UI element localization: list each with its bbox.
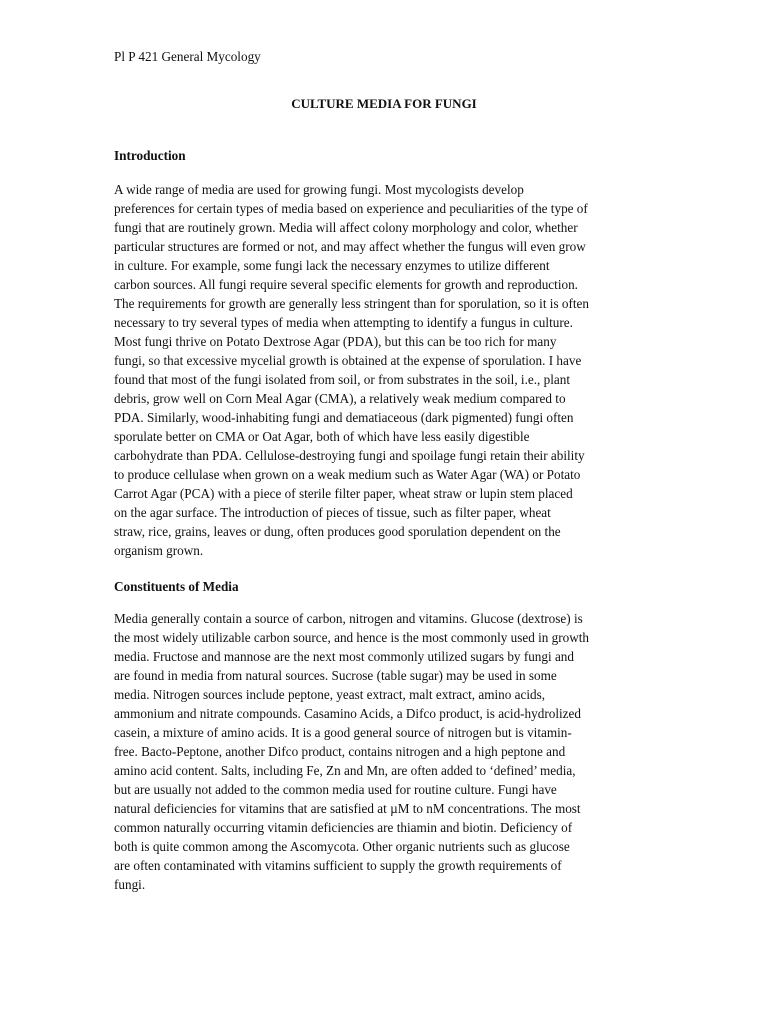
paragraph-line: fungi. [114,877,146,892]
paragraph-line: on the agar surface. The introduction of pieces of tissue, such as filter paper, wheat [114,505,551,520]
paragraph-line: common naturally occurring vitamin deficiencies are thiamin and biotin. Deficiency of [114,820,573,835]
paragraph-line: to produce cellulase when grown on a weak medium such as Water Agar (WA) or Potato [114,467,581,482]
paragraph-line: free. Bacto-Peptone, another Difco product, contains nitrogen and a high peptone and [114,744,566,759]
paragraph-line: fungi, so that excessive mycelial growth is obtained at the expense of sporulation. I have [114,353,582,368]
document-title: CULTURE MEDIA FOR FUNGI [291,96,477,111]
course-header: Pl P 421 General Mycology [114,49,261,64]
paragraph-line: Carrot Agar (PCA) with a piece of sterile filter paper, wheat straw or lupin stem placed [114,486,573,501]
paragraph-line: straw, rice, grains, leaves or dung, often produces good sporulation dependent on the [114,524,561,539]
paragraph-line: media. Nitrogen sources include peptone, yeast extract, malt extract, amino acids, [114,687,546,702]
paragraph-line: Most fungi thrive on Potato Dextrose Agar (PDA), but this can be too rich for many [114,334,557,349]
paragraph-line: Media generally contain a source of carbon, nitrogen and vitamins. Glucose (dextrose) is [114,611,583,626]
paragraph-line: fungi that are routinely grown. Media will affect colony morphology and color, whether [114,220,578,235]
paragraph-line: carbon sources. All fungi require several specific elements for growth and reproduction. [114,277,578,292]
section-heading-constituents: Constituents of Media [114,579,239,594]
paragraph-line: natural deficiencies for vitamins that are satisfied at µM to nM concentrations. The most [114,801,581,816]
introduction-paragraph [114,180,654,560]
paragraph-line: PDA. Similarly, wood-inhabiting fungi and dematiaceous (dark pigmented) fungi often [114,410,574,425]
paragraph-line: preferences for certain types of media based on experience and peculiarities of the type of [114,201,588,216]
paragraph-line: amino acid content. Salts, including Fe, Zn and Mn, are often added to ‘defined’ media, [114,763,576,778]
paragraph-line: are found in media from natural sources. Sucrose (table sugar) may be used in some [114,668,557,683]
paragraph-line: carbohydrate than PDA. Cellulose-destroying fungi and spoilage fungi retain their ability [114,448,585,463]
document-page [114,48,654,894]
paragraph-line: in culture. For example, some fungi lack the necessary enzymes to utilize different [114,258,550,273]
paragraph-line: but are usually not added to the common media used for routine culture. Fungi have [114,782,557,797]
paragraph-line: ammonium and nitrate compounds. Casamino Acids, a Difco product, is acid-hydrolized [114,706,581,721]
paragraph-line: both is quite common among the Ascomycota. Other organic nutrients such as glucose [114,839,570,854]
paragraph-line: organism grown. [114,543,204,558]
paragraph-line: debris, grow well on Corn Meal Agar (CMA), a relatively weak medium compared to [114,391,566,406]
paragraph-line: sporulate better on CMA or Oat Agar, both of which have less easily digestible [114,429,530,444]
paragraph-line: the most widely utilizable carbon source, and hence is the most commonly used in growth [114,630,590,645]
paragraph-line: A wide range of media are used for growing fungi. Most mycologists develop [114,182,524,197]
paragraph-line: media. Fructose and mannose are the next most commonly utilized sugars by fungi and [114,649,574,664]
paragraph-line: particular structures are formed or not, and may affect whether the fungus will even grow [114,239,586,254]
constituents-paragraph [114,609,654,894]
paragraph-line: found that most of the fungi isolated from soil, or from substrates in the soil, i.e., plant [114,372,570,387]
paragraph-line: The requirements for growth are generally less stringent than for sporulation, so it is often [114,296,589,311]
paragraph-line: are often contaminated with vitamins sufficient to supply the growth requirements of [114,858,562,873]
paragraph-line: necessary to try several types of media when attempting to identify a fungus in culture. [114,315,573,330]
paragraph-line: casein, a mixture of amino acids. It is a good general source of nitrogen but is vitamin- [114,725,572,740]
section-heading-introduction: Introduction [114,148,186,163]
